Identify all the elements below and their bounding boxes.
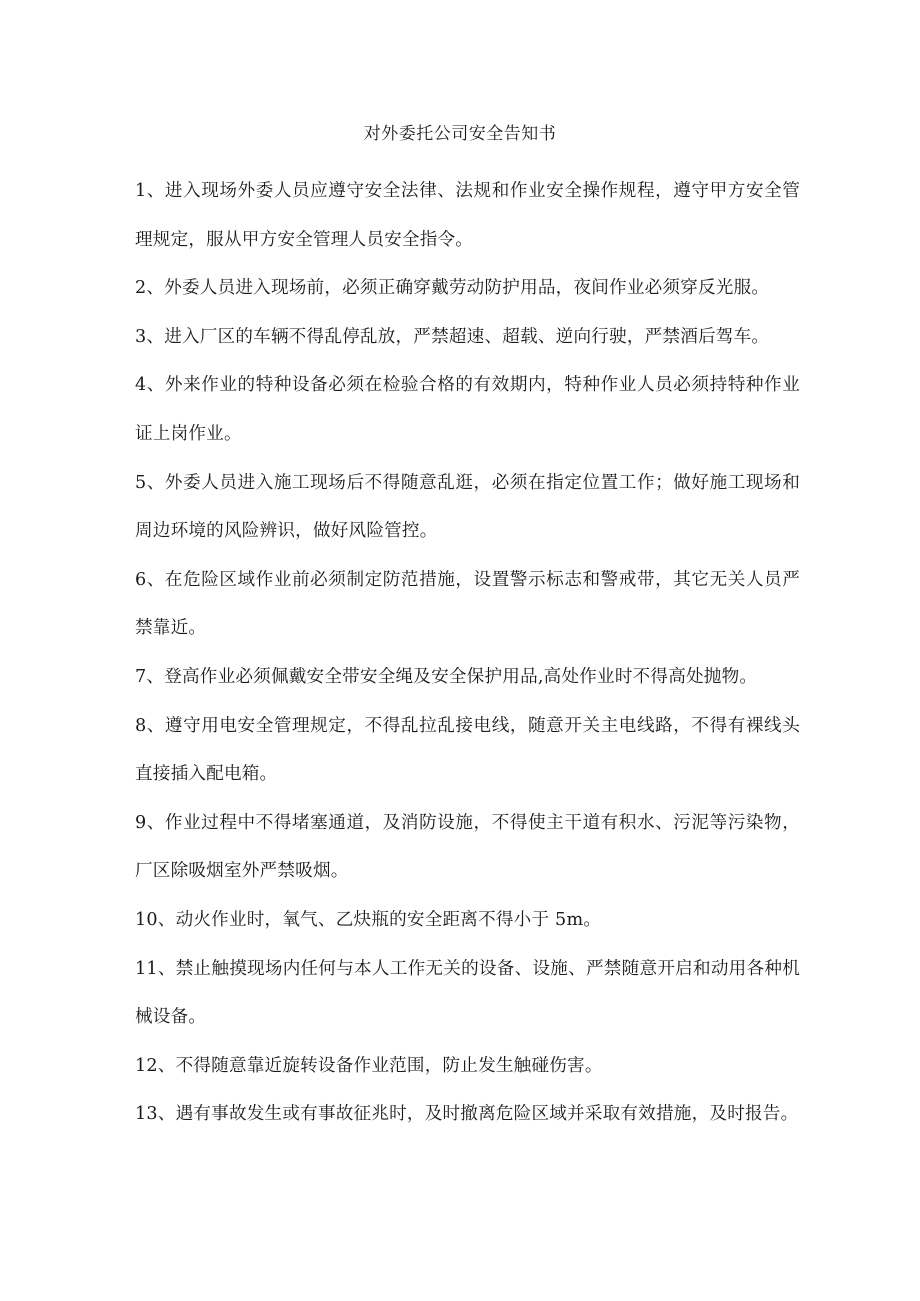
notice-item-11: 11、禁止触摸现场内任何与本人工作无关的设备、设施、严禁随意开启和动用各种机械设备。	[135, 958, 800, 1028]
notice-item-7: 7、登高作业必须佩戴安全带安全绳及安全保护用品,高处作业时不得高处抛物。	[135, 666, 758, 687]
notice-item-2: 2、外委人员进入现场前，必须正确穿戴劳动防护用品，夜间作业必须穿反光服。	[135, 278, 770, 299]
notice-item-4: 4、外来作业的特种设备必须在检验合格的有效期内，特种作业人员必须持特种作业证上岗作业。	[135, 375, 800, 444]
notice-item-12: 12、不得随意靠近旋转设备作业范围，防止发生触碰伤害。	[135, 1055, 603, 1076]
notice-item-10: 10、动火作业时，氧气、乙炔瓶的安全距离不得小于 5m。	[135, 909, 602, 930]
notice-item-8: 8、遵守用电安全管理规定，不得乱拉乱接电线，随意开关主电线路，不得有裸线头直接插入配电箱。	[135, 715, 800, 785]
notice-item-6: 6、在危险区域作业前必须制定防范措施，设置警示标志和警戒带，其它无关人员严禁靠近。	[135, 569, 800, 639]
notice-item-5: 5、外委人员进入施工现场后不得随意乱逛，必须在指定位置工作；做好施工现场和周边环境的风险辨识，做好风险管控。	[135, 472, 800, 542]
document-title: 对外委托公司安全告知书	[363, 124, 557, 144]
notice-list	[135, 167, 800, 1139]
notice-item-3: 3、进入厂区的车辆不得乱停乱放，严禁超速、超载、逆向行驶，严禁酒后驾车。	[135, 326, 770, 347]
notice-item-9: 9、作业过程中不得堵塞通道，及消防设施，不得使主干道有积水、污泥等污染物，厂区除吸烟室外严禁吸烟。	[135, 812, 800, 882]
notice-item-13: 13、遇有事故发生或有事故征兆时，及时撤离危险区域并采取有效措施，及时报告。	[135, 1104, 799, 1125]
notice-item-1: 1、进入现场外委人员应遵守安全法律、法规和作业安全操作规程，遵守甲方安全管理规定，服从甲方安全管理人员安全指令。	[135, 181, 800, 250]
